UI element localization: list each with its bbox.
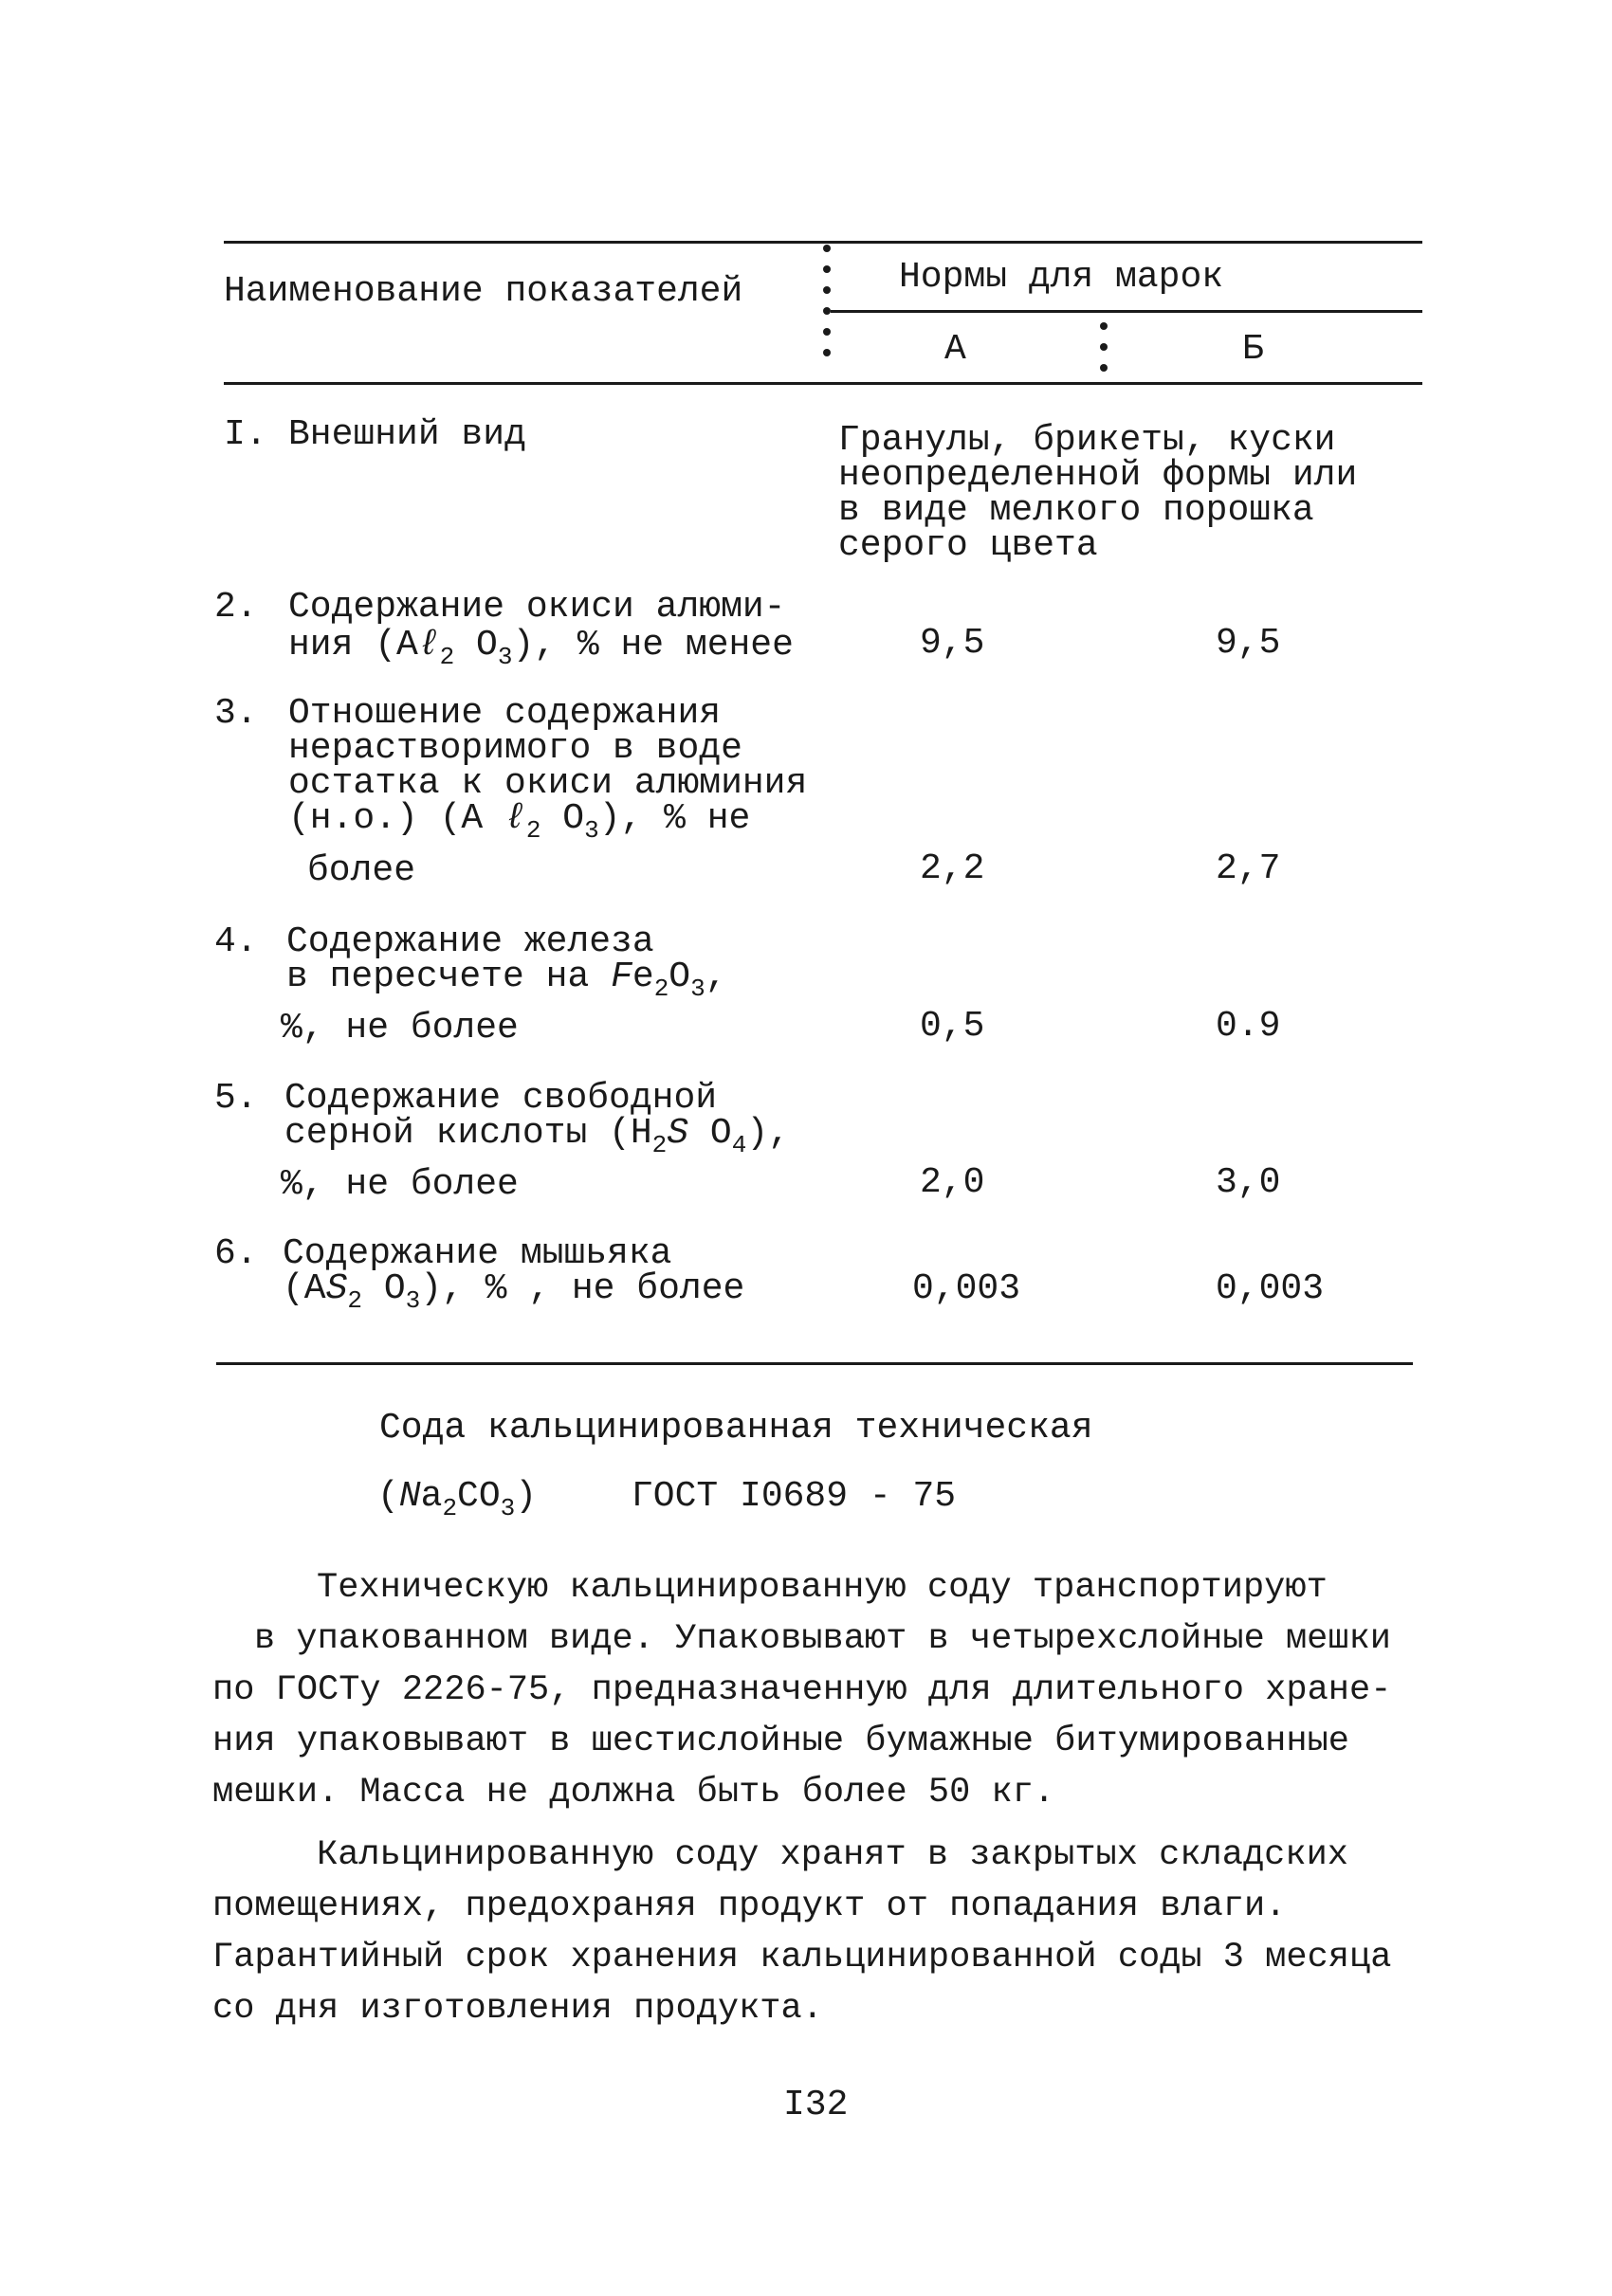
gost-reference: ГОСТ I0689 - 75 (632, 1476, 957, 1517)
row-indicator-name: Внешний вид (288, 414, 526, 455)
grade-a-value: 9,5 (920, 623, 985, 664)
paragraph-line: Гарантийный срок хранения кальцинированной соды 3 месяца (212, 1938, 1392, 1977)
row-indicator-name: Содержание мышьяка (283, 1233, 672, 1274)
row-indicator-name: более (307, 850, 416, 891)
row-number: 5. (214, 1078, 258, 1119)
row-indicator-name: Отношение содержания (288, 693, 722, 734)
grade-a-value: 2,0 (920, 1162, 985, 1203)
grade-a-value: 0,003 (912, 1268, 1021, 1309)
grade-a-header: А (944, 329, 966, 370)
row-indicator-name: серной кислоты ($H_2S$ $O_4$), (284, 1113, 790, 1159)
row-indicator-name: Содержание окиси алюми- (288, 587, 786, 628)
row-indicator-name: %, не более (281, 1008, 519, 1048)
grade-b-value: 3,0 (1216, 1162, 1281, 1203)
row-number: 6. (214, 1233, 258, 1274)
norms-underline (831, 310, 1422, 313)
paragraph-line: по ГОСТу 2226-75, предназначенную для длительного хране- (212, 1670, 1392, 1710)
grade-b-header: Б (1242, 329, 1264, 370)
paragraph-line: мешки. Масса не должна быть более 50 кг. (212, 1773, 1055, 1813)
section-formula: $(Na_2CO_3)$ (377, 1476, 538, 1522)
indicator-column-header: Наименование показателей (224, 271, 743, 312)
paragraph-line: Кальцинированную соду хранят в закрытых складских (317, 1835, 1348, 1875)
row-indicator-name: в пересчете на $Fe_2O_3$, (286, 957, 727, 1003)
grade-b-value: 2,7 (1216, 848, 1281, 889)
row-indicator-name: ($АS_2$ $O_3$), % , не более (283, 1268, 745, 1315)
appearance-value-line: серого цвета (838, 525, 1098, 566)
appearance-value-line: неопределенной формы или (838, 455, 1358, 496)
grade-b-value: 0.9 (1216, 1006, 1281, 1047)
grade-a-value: 0,5 (920, 1006, 985, 1047)
header-bottom-rule (224, 382, 1422, 385)
grade-b-value: 0,003 (1216, 1268, 1325, 1309)
row-indicator-name: остатка к окиси алюминия (288, 763, 808, 804)
row-indicator-name: Содержание свободной (284, 1078, 718, 1119)
appearance-value-line: Гранулы, брикеты, куски (838, 420, 1336, 461)
paragraph-line: со дня изготовления продукта. (212, 1989, 823, 2029)
row-number: 4. (214, 921, 258, 962)
row-indicator-name: Содержание железа (286, 921, 654, 962)
row-indicator-name: %, не более (281, 1164, 519, 1205)
grade-a-value: 2,2 (920, 848, 985, 889)
row-indicator-name: (н.о.) (А ℓ$_2$ $O_3$), % не (288, 798, 751, 845)
row-indicator-name: ния (Аℓ$_2$ $O_3$), % не менее (288, 625, 794, 671)
row-indicator-name: нерастворимого в воде (288, 728, 742, 769)
table-top-rule (224, 241, 1422, 244)
appearance-value-line: в виде мелкого порошка (838, 490, 1314, 531)
paragraph-line: в упакованном виде. Упаковывают в четырехслойные мешки (254, 1619, 1391, 1659)
table-bottom-rule (216, 1362, 1413, 1365)
header-column-separator (823, 245, 831, 370)
grade-b-value: 9,5 (1216, 623, 1281, 664)
page-number: I32 (783, 2085, 849, 2125)
paragraph-line: помещениях, предохраняя продукт от попадания влаги. (212, 1886, 1287, 1926)
grade-column-separator (1100, 322, 1108, 385)
norms-group-header: Нормы для марок (899, 257, 1224, 298)
row-number: 3. (214, 693, 258, 734)
section-title: Сода кальцинированная техническая (379, 1408, 1093, 1449)
row-number: 2. (214, 587, 258, 628)
row-number: I. (224, 414, 267, 455)
paragraph-line: ния упаковывают в шестислойные бумажные битумированные (212, 1722, 1349, 1761)
paragraph-line: Техническую кальцинированную соду транспортируют (317, 1568, 1328, 1608)
